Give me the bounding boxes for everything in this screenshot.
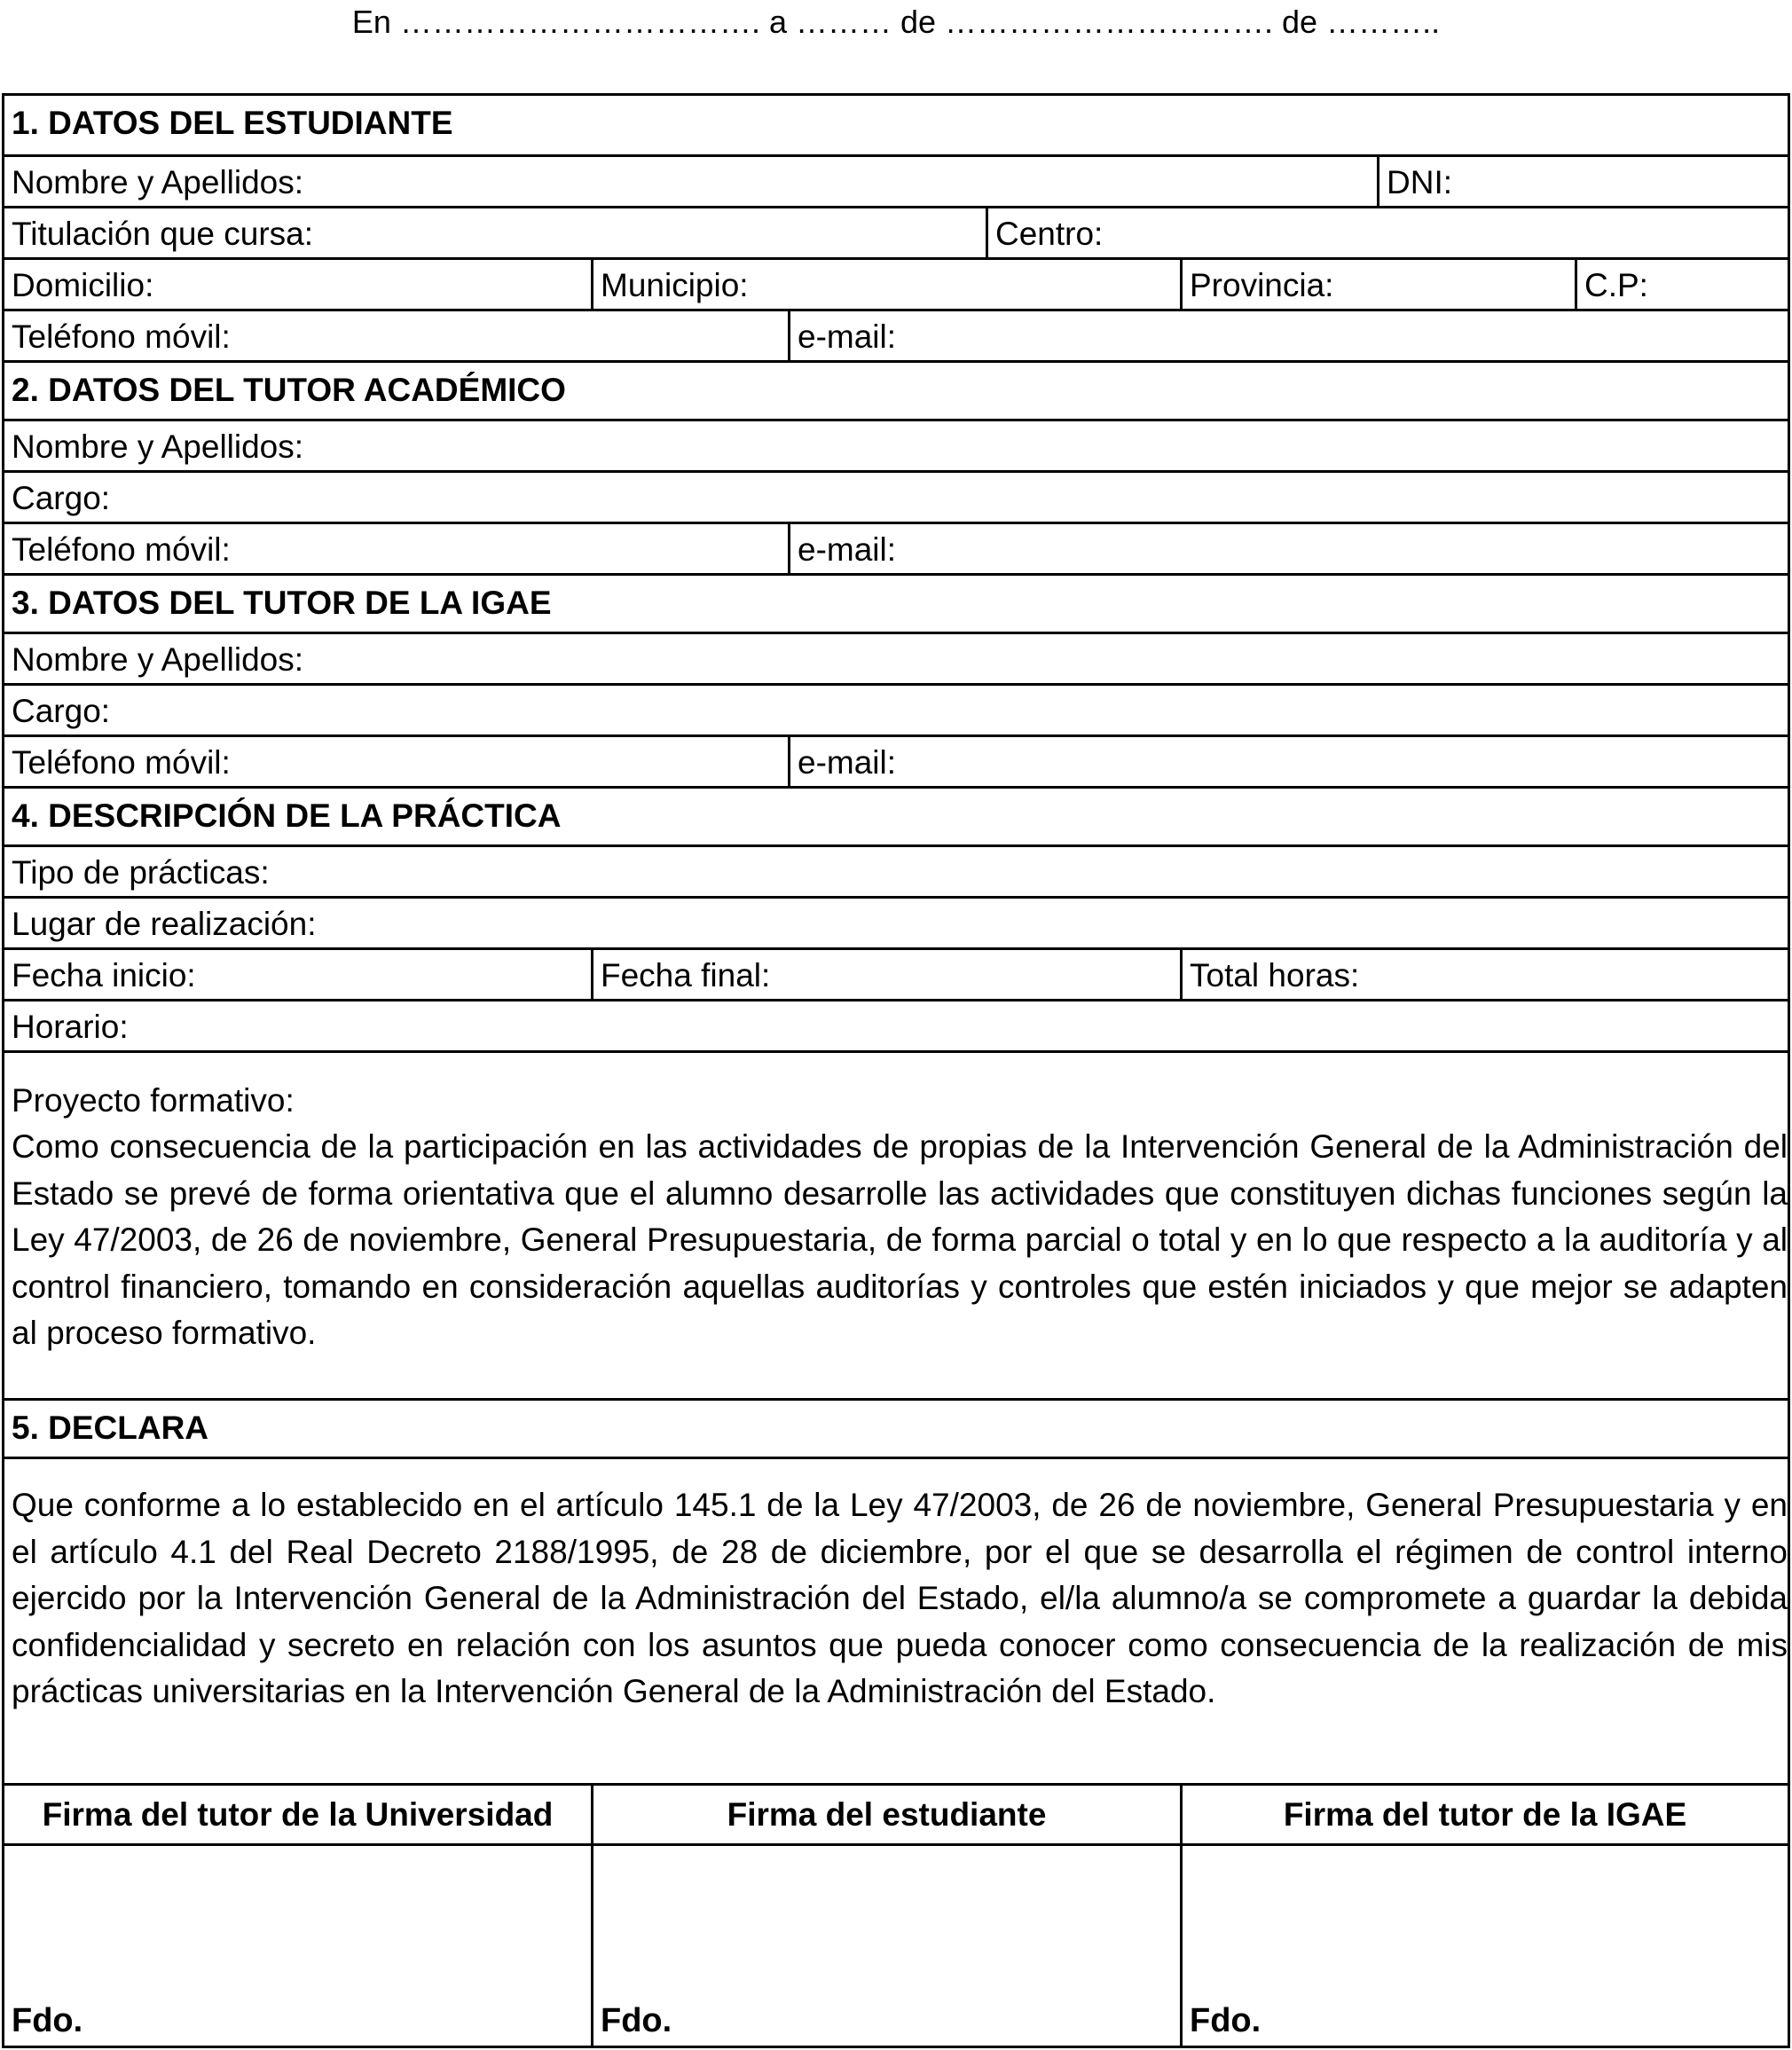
practice-place-field[interactable]: Lugar de realización: (4, 896, 1788, 947)
section-title-declaration: 5. DECLARA (4, 1398, 1788, 1457)
igae-tutor-position-field[interactable]: Cargo: (4, 683, 1788, 734)
student-postal-code-field[interactable]: C.P: (1575, 257, 1788, 309)
student-center-field[interactable]: Centro: (986, 206, 1788, 257)
academic-tutor-position-field[interactable]: Cargo: (4, 470, 1788, 522)
student-province-field[interactable]: Provincia: (1180, 257, 1575, 309)
section-title-practice: 4. DESCRIPCIÓN DE LA PRÁCTICA (4, 786, 1788, 844)
training-project-block (4, 1050, 1788, 1398)
practice-total-hours-field[interactable]: Total horas: (1180, 947, 1788, 999)
signature-university-tutor-heading: Firma del tutor de la Universidad (4, 1783, 591, 1843)
declaration-text: Que conforme a lo establecido en el artículo 145.1 de la Ley 47/2003, de 26 de noviembre, General Presupuestaria y en el artículo 4.1 del Real Decreto 2188/1995, de 28 de diciembre, por el que se desarrolla el régimen de control interno ejercido por la Intervención General de la Administración del Estado, el/la alumno/a se compromete a guardar la debida confidencialidad y secreto en relación con los asuntos que pueda conocer como consecuencia de la realización de mis prácticas universitarias en la Intervención General de la Administración del Estado. (12, 1487, 1788, 1709)
agreement-form (2, 93, 1790, 2048)
fdo-igae-tutor: Fdo. (1190, 2002, 1261, 2039)
student-degree-field[interactable]: Titulación que cursa: (4, 206, 986, 257)
fdo-student: Fdo. (601, 2002, 672, 2039)
practice-end-date-field[interactable]: Fecha final: (591, 947, 1180, 999)
academic-tutor-name-field[interactable]: Nombre y Apellidos: (4, 419, 1788, 470)
section-title-student: 1. DATOS DEL ESTUDIANTE (12, 105, 453, 141)
student-name-field[interactable]: Nombre y Apellidos: (4, 154, 1377, 206)
practice-type-field[interactable]: Tipo de prácticas: (4, 844, 1788, 896)
student-address-field[interactable]: Domicilio: (4, 257, 591, 309)
igae-tutor-name-field[interactable]: Nombre y Apellidos: (4, 632, 1788, 683)
fdo-university-tutor: Fdo. (12, 2002, 83, 2039)
training-project-text: Como consecuencia de la participación en las actividades de propias de la Intervención General de la Administración del Estado se prevé de forma orientativa que el alumno desarrolle las actividades que constituyen dichas funciones según la Ley 47/2003, de 26 de noviembre, General Presupuestaria, de forma parcial o total y en lo que respecto a la auditoría y al control financiero, tomando en consideración aquellas auditorías y controles que estén iniciados y que mejor se adapten al proceso formativo. (12, 1128, 1788, 1351)
igae-tutor-email-field[interactable]: e-mail: (788, 734, 1788, 786)
academic-tutor-mobile-field[interactable]: Teléfono móvil: (4, 522, 788, 573)
practice-schedule-field[interactable]: Horario: (4, 999, 1788, 1050)
declaration-block (4, 1457, 1788, 1783)
place-date-line: En ……………………………. a ……… de …………………………. de ……….. (351, 4, 1441, 40)
training-project-label: Proyecto formativo: (12, 1082, 295, 1119)
signature-igae-tutor-heading: Firma del tutor de la IGAE (1180, 1783, 1788, 1843)
student-mobile-field[interactable]: Teléfono móvil: (4, 309, 788, 360)
academic-tutor-email-field[interactable]: e-mail: (788, 522, 1788, 573)
student-dni-field[interactable]: DNI: (1377, 154, 1788, 206)
signature-box-igae-tutor[interactable] (1180, 1843, 1788, 2046)
student-email-field[interactable]: e-mail: (788, 309, 1788, 360)
signature-student-heading: Firma del estudiante (591, 1783, 1180, 1843)
section-title-academic-tutor: 2. DATOS DEL TUTOR ACADÉMICO (4, 360, 1788, 419)
section-title-igae-tutor: 3. DATOS DEL TUTOR DE LA IGAE (4, 573, 1788, 632)
student-municipality-field[interactable]: Municipio: (591, 257, 1180, 309)
signature-box-student[interactable] (591, 1843, 1180, 2046)
signature-box-university-tutor[interactable] (4, 1843, 591, 2046)
igae-tutor-mobile-field[interactable]: Teléfono móvil: (4, 734, 788, 786)
practice-start-date-field[interactable]: Fecha inicio: (4, 947, 591, 999)
